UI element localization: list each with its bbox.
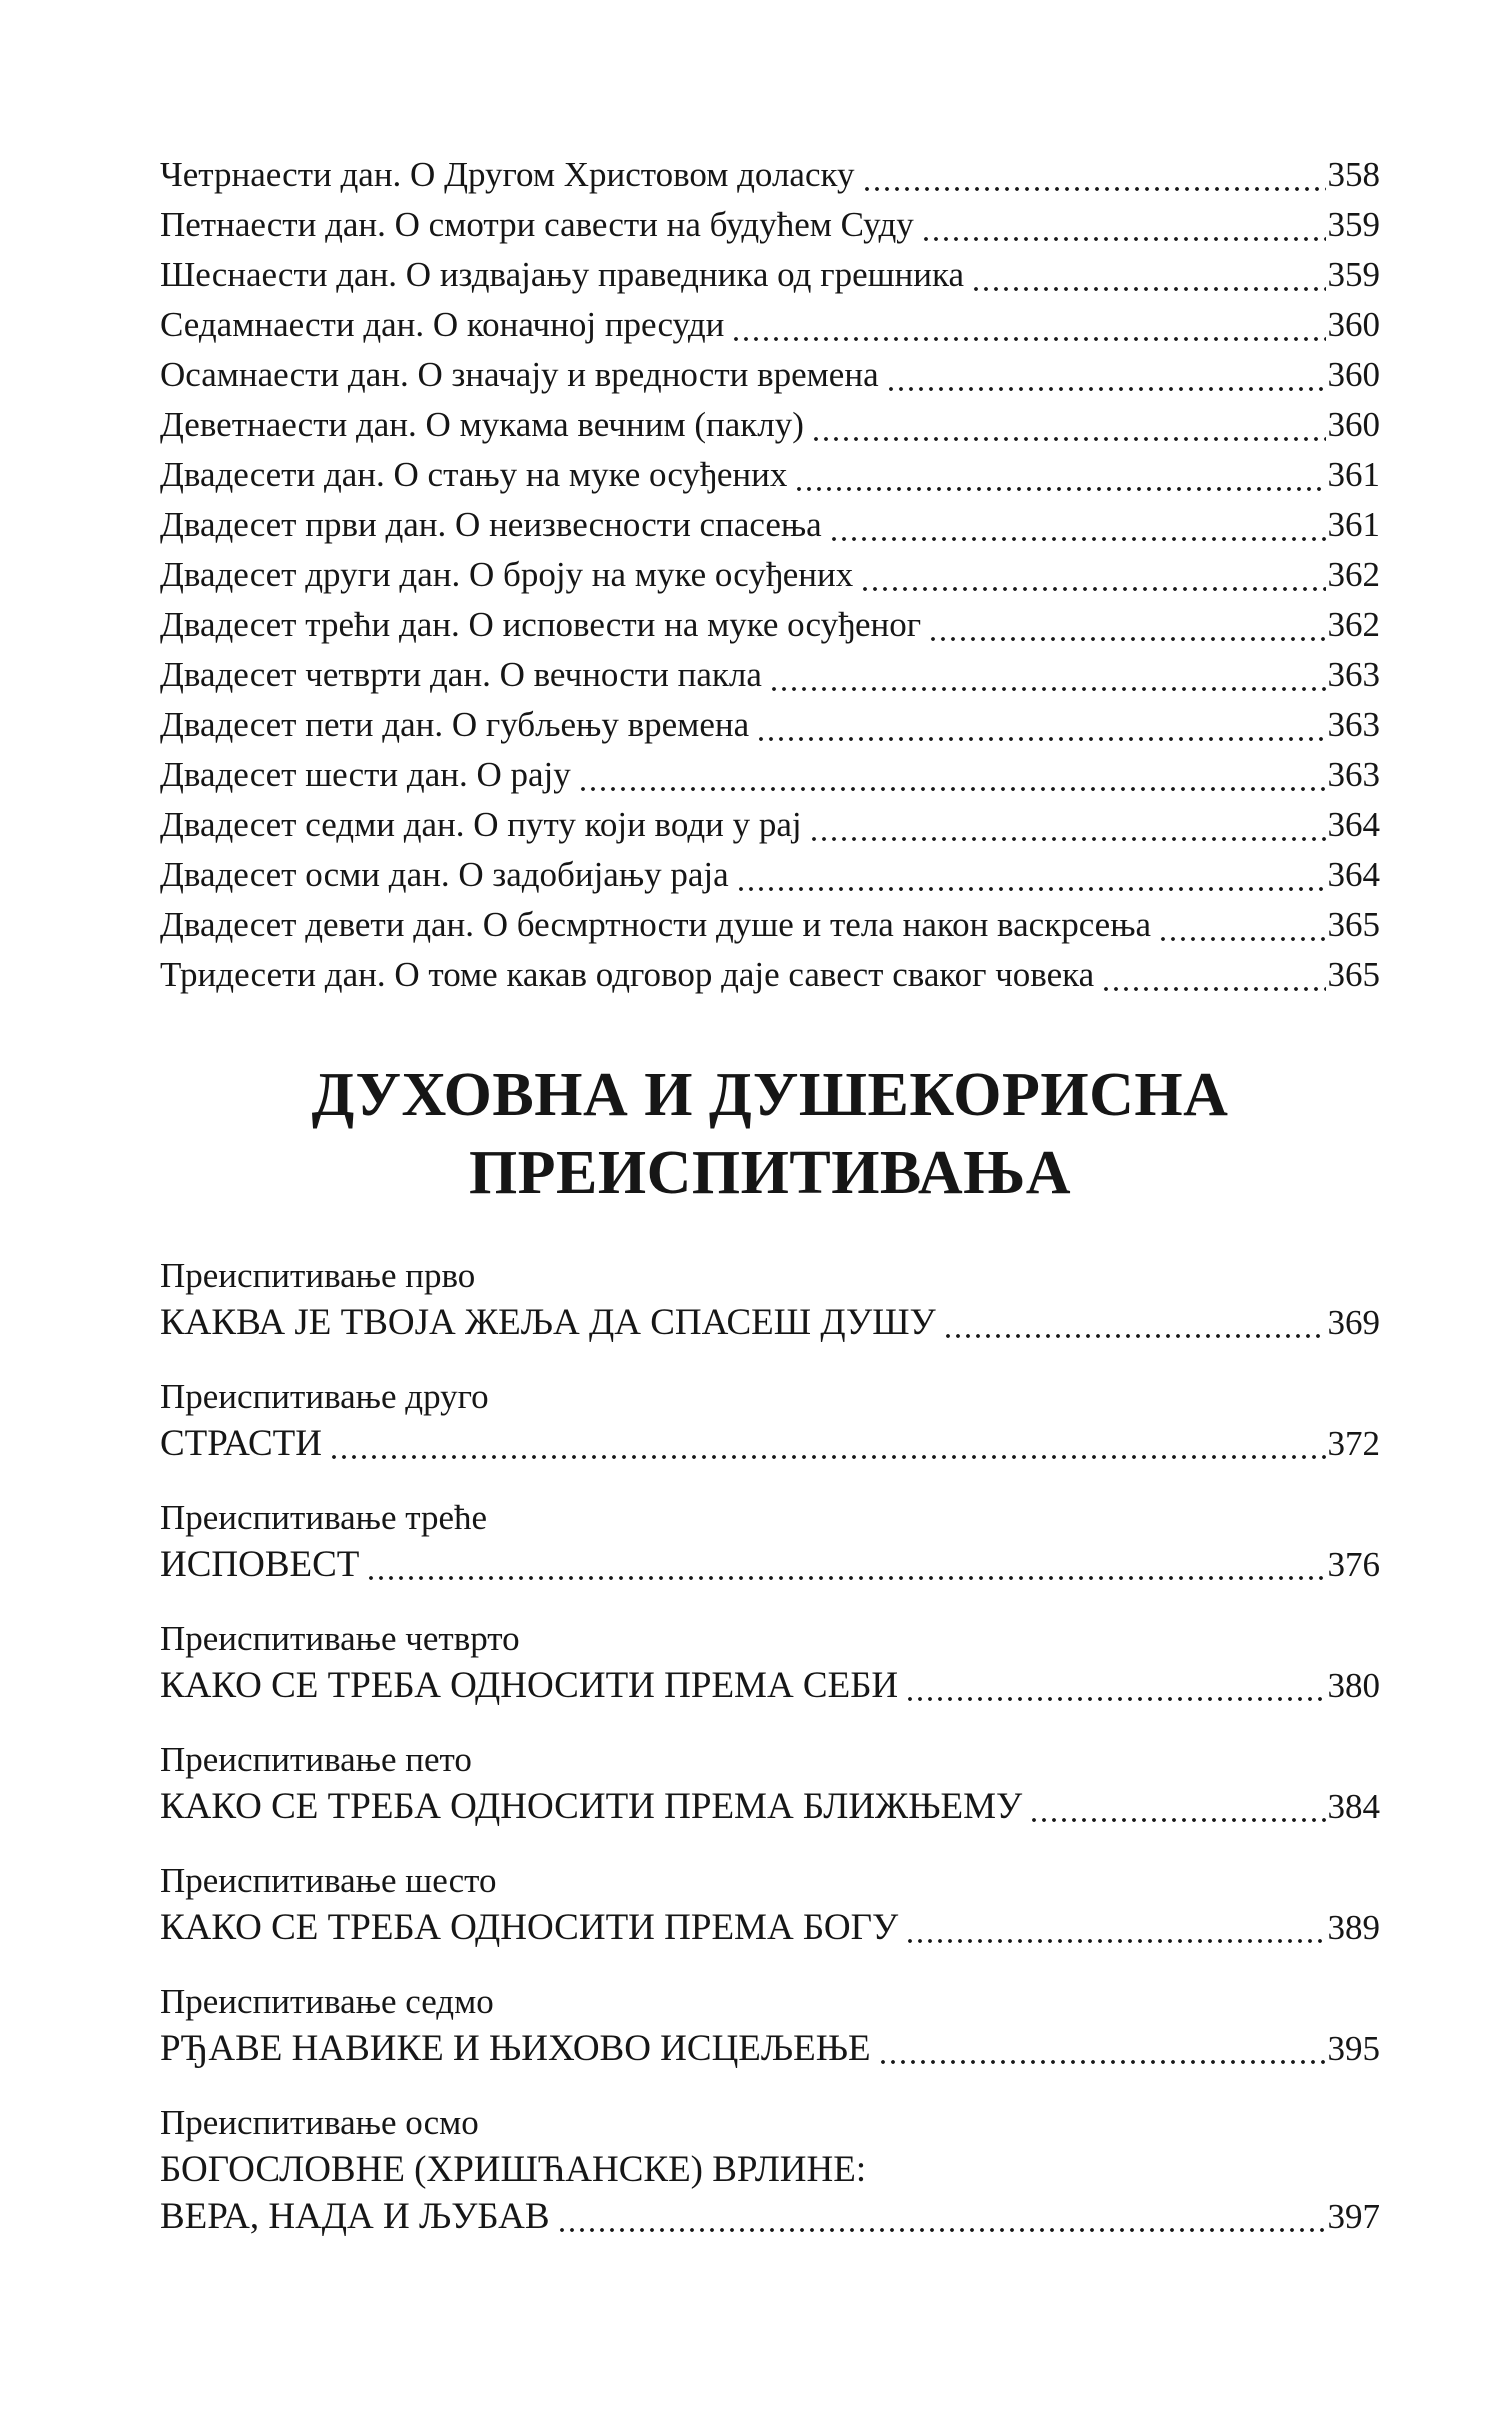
page-number: 362	[1327, 605, 1380, 644]
page-number: 363	[1327, 655, 1380, 694]
dot-leader	[924, 237, 1326, 241]
page-number: 380	[1327, 1666, 1380, 1705]
dot-leader	[797, 487, 1325, 491]
toc-entry	[160, 300, 1380, 350]
toc-entry-title: Двадесети дан. О стању на муке осуђених	[160, 455, 788, 494]
toc-entry-title: Двадесет девети дан. О бесмртности душе и тела након васкрсења	[160, 905, 1152, 944]
toc-entry-title: Деветнаести дан. О мукама вечним (паклу)	[160, 405, 804, 444]
toc-entry-title: Двадесет седми дан. О путу који води у рај	[160, 805, 802, 844]
dot-leader	[739, 887, 1326, 891]
examination-title: КАКО СЕ ТРЕБА ОДНОСИТИ ПРЕМА СЕБИ	[160, 1665, 899, 1706]
toc-entry-title: Двадесет осми дан. О задобијању раја	[160, 855, 729, 894]
examination-title: ВЕРА, НАДА И ЉУБАВ	[160, 2196, 550, 2237]
page-number: 395	[1327, 2029, 1380, 2068]
examination-title-row	[160, 2025, 1380, 2072]
page-number: 359	[1327, 255, 1380, 294]
examination-title: КАКВА ЈЕ ТВОЈА ЖЕЉА ДА СПАСЕШ ДУШУ	[160, 1302, 936, 1343]
toc-entry	[160, 950, 1380, 1000]
toc-entry-title: Седамнаести дан. О коначној пресуди	[160, 305, 725, 344]
dot-leader	[759, 737, 1325, 741]
toc-entry-title: Осамнаести дан. О значају и вредности времена	[160, 355, 879, 394]
toc-day-entries	[160, 150, 1380, 1000]
dot-leader	[560, 2228, 1326, 2232]
toc-entry	[160, 750, 1380, 800]
dot-leader	[812, 837, 1326, 841]
dot-leader	[369, 1576, 1325, 1580]
dot-leader	[946, 1334, 1326, 1338]
toc-entry	[160, 450, 1380, 500]
dot-leader	[734, 337, 1325, 341]
page-number: 359	[1327, 205, 1380, 244]
toc-entry	[160, 800, 1380, 850]
toc-entry-title: Двадесет четврти дан. О вечности пакла	[160, 655, 762, 694]
toc-entry	[160, 700, 1380, 750]
examination-entry	[160, 1252, 1380, 1346]
dot-leader	[1161, 937, 1325, 941]
toc-entry	[160, 850, 1380, 900]
toc-entry-title: Петнаести дан. О смотри савести на будућем Суду	[160, 205, 914, 244]
toc-entry-title: Двадесет шести дан. О рају	[160, 755, 571, 794]
examination-label: Преиспитивање треће	[160, 1498, 488, 1537]
page-number: 364	[1327, 855, 1380, 894]
page-number: 360	[1327, 305, 1380, 344]
toc-entry	[160, 200, 1380, 250]
examination-entry	[160, 1978, 1380, 2072]
examination-title-row	[160, 1783, 1380, 1830]
dot-leader	[332, 1455, 1325, 1459]
examination-title-row	[160, 1299, 1380, 1346]
examination-title-row	[160, 1420, 1380, 1467]
page-number: 360	[1327, 405, 1380, 444]
examination-entry	[160, 1615, 1380, 1709]
examination-entry	[160, 1736, 1380, 1830]
page-number: 389	[1327, 1908, 1380, 1947]
table-of-contents	[160, 150, 1380, 2267]
page-number: 384	[1327, 1787, 1380, 1826]
examination-entry	[160, 1494, 1380, 1588]
toc-entry-title: Шеснаести дан. О издвајању праведника од грешника	[160, 255, 965, 294]
examination-label: Преиспитивање четврто	[160, 1619, 520, 1658]
toc-entry	[160, 900, 1380, 950]
dot-leader	[881, 2060, 1326, 2064]
page-number: 376	[1327, 1545, 1380, 1584]
examination-label: Преиспитивање седмо	[160, 1982, 494, 2021]
dot-leader	[1032, 1818, 1325, 1822]
toc-entry	[160, 150, 1380, 200]
examination-entry	[160, 2099, 1380, 2240]
page-number: 397	[1327, 2197, 1380, 2236]
dot-leader	[908, 1697, 1325, 1701]
dot-leader	[889, 387, 1326, 391]
dot-leader	[908, 1939, 1325, 1943]
page-number: 361	[1327, 505, 1380, 544]
examination-label: Преиспитивање прво	[160, 1256, 476, 1295]
toc-entry	[160, 500, 1380, 550]
examination-title-row	[160, 1541, 1380, 1588]
toc-entry	[160, 650, 1380, 700]
dot-leader	[772, 687, 1326, 691]
toc-entry	[160, 350, 1380, 400]
page-number: 362	[1327, 555, 1380, 594]
examination-entry	[160, 1373, 1380, 1467]
page-number: 365	[1327, 955, 1380, 994]
examination-title: РЂАВЕ НАВИКЕ И ЊИХОВО ИСЦЕЉЕЊЕ	[160, 2028, 871, 2069]
examination-title: КАКО СЕ ТРЕБА ОДНОСИТИ ПРЕМА БЛИЖЊЕМУ	[160, 1786, 1023, 1827]
toc-entry-title: Двадесет први дан. О неизвесности спасења	[160, 505, 822, 544]
page-number: 358	[1327, 155, 1380, 194]
examination-title-row	[160, 2193, 1380, 2240]
examination-entries	[160, 1252, 1380, 2240]
toc-entry	[160, 550, 1380, 600]
page-number: 369	[1327, 1303, 1380, 1342]
examination-title-row	[160, 1662, 1380, 1709]
toc-entry-title: Тридесети дан. О томе какав одговор даје савест сваког човека	[160, 955, 1095, 994]
toc-entry-title: Двадесет пети дан. О губљењу времена	[160, 705, 750, 744]
toc-entry	[160, 250, 1380, 300]
examination-title-row	[160, 1904, 1380, 1951]
page-number: 363	[1327, 705, 1380, 744]
page-number: 364	[1327, 805, 1380, 844]
dot-leader	[1104, 987, 1325, 991]
dot-leader	[832, 537, 1326, 541]
examination-label: Преиспитивање шесто	[160, 1861, 497, 1900]
dot-leader	[814, 437, 1326, 441]
examination-label: Преиспитивање друго	[160, 1377, 489, 1416]
section-heading	[160, 1056, 1380, 1212]
dot-leader	[863, 587, 1325, 591]
examination-title: КАКО СЕ ТРЕБА ОДНОСИТИ ПРЕМА БОГУ	[160, 1907, 899, 1948]
examination-label: Преиспитивање пето	[160, 1740, 472, 1779]
page-number: 360	[1327, 355, 1380, 394]
toc-entry-title: Двадесет други дан. О броју на муке осуђених	[160, 555, 854, 594]
examination-title: СТРАСТИ	[160, 1423, 323, 1464]
dot-leader	[865, 187, 1326, 191]
section-heading-line1: ДУХОВНА И ДУШЕКОРИСНА	[311, 1061, 1229, 1129]
toc-entry	[160, 600, 1380, 650]
examination-label: Преиспитивање осмо	[160, 2103, 479, 2142]
page-number: 361	[1327, 455, 1380, 494]
dot-leader	[931, 637, 1325, 641]
dot-leader	[974, 287, 1325, 291]
toc-entry-title: Двадесет трећи дан. О исповести на муке осуђеног	[160, 605, 922, 644]
page-number: 363	[1327, 755, 1380, 794]
toc-entry	[160, 400, 1380, 450]
dot-leader	[581, 787, 1326, 791]
toc-entry-title: Четрнаести дан. О Другом Христовом доласку	[160, 155, 855, 194]
examination-title: ИСПОВЕСТ	[160, 1544, 360, 1585]
section-heading-line2: ПРЕИСПИТИВАЊА	[468, 1139, 1072, 1207]
examination-title-first-line: БОГОСЛОВНЕ (ХРИШЋАНСКЕ) ВРЛИНЕ:	[160, 2149, 867, 2190]
page-number: 365	[1327, 905, 1380, 944]
page-number: 372	[1327, 1424, 1380, 1463]
examination-entry	[160, 1857, 1380, 1951]
